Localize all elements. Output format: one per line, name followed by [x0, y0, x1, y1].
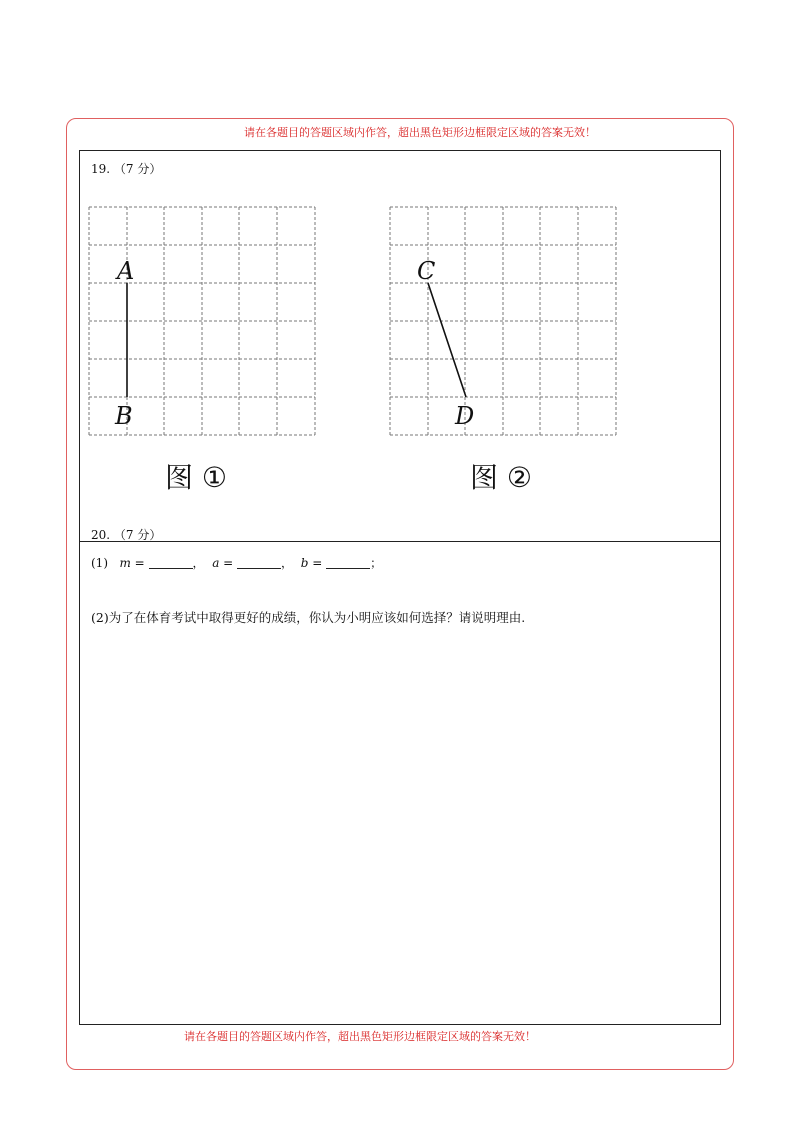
- figure-1-grid: [88, 200, 316, 440]
- q19-header: 19. （7 分）: [91, 162, 162, 176]
- part1-number: (1): [91, 556, 108, 570]
- segment-cd: [428, 283, 466, 397]
- question-divider: [79, 541, 721, 542]
- figure-2-grid: [389, 200, 617, 440]
- var-m: m: [119, 556, 131, 570]
- notice-top: 请在各题目的答题区域内作答，超出黑色矩形边框限定区域的答案无效！: [244, 126, 596, 139]
- equals-b: =: [308, 556, 327, 570]
- point-label-d: D: [455, 402, 475, 430]
- blank-a[interactable]: [237, 556, 281, 569]
- var-a: a: [212, 556, 220, 570]
- figure-2-caption: 图 ②: [470, 461, 533, 494]
- point-label-b: B: [115, 402, 133, 430]
- figure-1-gridlines: [89, 207, 315, 435]
- notice-bottom: 请在各题目的答题区域内作答，超出黑色矩形边框限定区域的答案无效！: [184, 1030, 536, 1043]
- equals-m: =: [130, 556, 149, 570]
- blank-b[interactable]: [326, 556, 370, 569]
- sep-2: ，: [281, 556, 294, 570]
- var-b: b: [300, 556, 309, 570]
- equals-a: =: [219, 556, 238, 570]
- sep-1: ，: [192, 556, 205, 570]
- point-label-c: C: [417, 257, 436, 285]
- part1-end: ；: [370, 556, 383, 570]
- q20-header: 20. （7 分）: [91, 528, 162, 542]
- q20-part2: (2)为了在体育考试中取得更好的成绩，你认为小明应该如何选择？请说明理由.: [91, 610, 526, 625]
- figure-2-gridlines: [390, 207, 616, 435]
- point-label-a: A: [117, 257, 135, 285]
- figure-1-caption: 图 ①: [165, 461, 228, 494]
- q20-part1: [91, 554, 382, 571]
- blank-m[interactable]: [149, 556, 193, 569]
